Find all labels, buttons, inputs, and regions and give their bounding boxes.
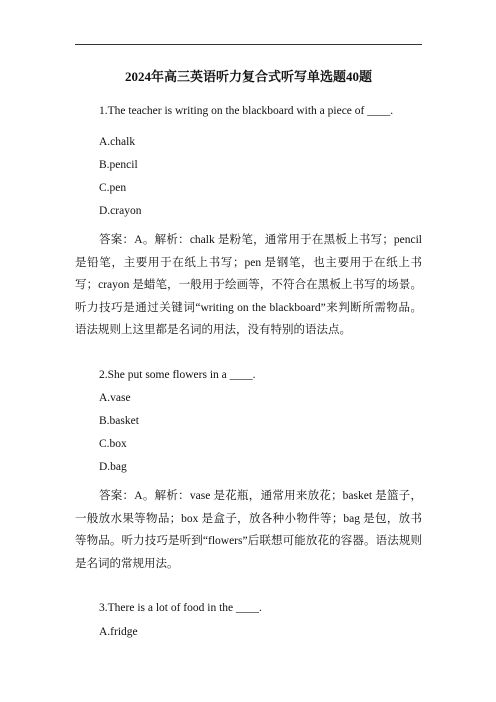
question-2-option-d: D.bag [99,461,127,473]
question-1-stem: 1.The teacher is writing on the blackboard with a piece of ____. [99,105,394,117]
question-2-stem: 2.She put some flowers in a ____. [99,369,256,381]
question-1-answer-explanation: 答案：A。解析：chalk 是粉笔，通常用于在黑板上书写；pencil 是铅笔，主要用于在纸上书写；pen 是钢笔，也主要用于在纸上书写；crayon 是蜡笔，一般用于绘画等，不符合在黑板上书写的场景。听力技巧是通过关键词“writing on the blackboard”来判断所需物品。语法规则上这里都是名词的用法，没有特别的语法点。 [75,234,422,337]
question-2-option-c: C.box [99,438,127,450]
question-2-option-b: B.basket [99,415,139,427]
question-3-stem: 3.There is a lot of food in the ____. [99,602,262,614]
question-2-option-a: A.vase [99,392,131,404]
question-1-option-d: D.crayon [99,205,142,217]
question-2-answer-explanation: 答案：A。解析：vase 是花瓶，通常用来放花；basket 是篮子，一般放水果等物品；box 是盒子，放各种小物件等；bag 是包，放书等物品。听力技巧是听到“flowers”后联想可能放花的容器。语法规则是名词的常规用法。 [75,490,422,570]
question-1-option-b: B.pencil [99,159,138,171]
document-title: 2024年高三英语听力复合式听写单选题40题 [124,69,372,84]
header-rule [75,44,422,45]
question-1-option-c: C.pen [99,182,127,194]
question-3-option-a: A.fridge [99,626,138,638]
question-1-option-a: A.chalk [99,136,136,148]
